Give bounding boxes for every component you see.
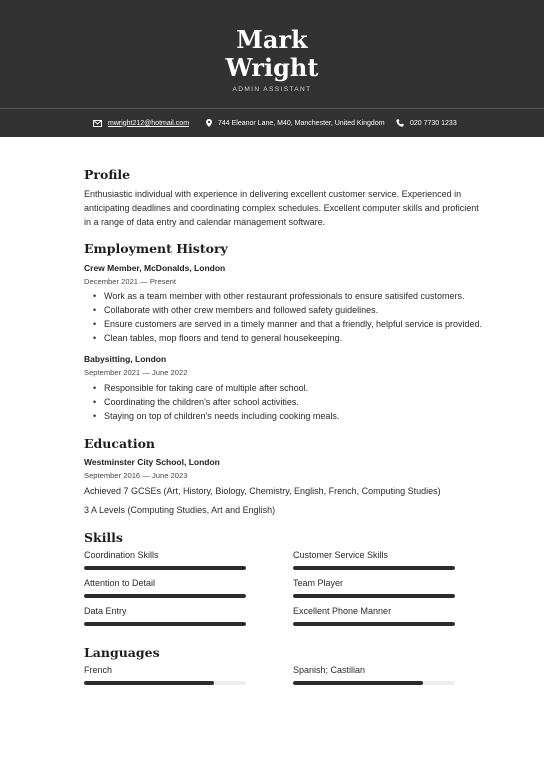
profile-line: in a range of data entry and calendar management software. [84, 217, 326, 227]
education-line: 3 A Levels (Computing Studies, Art and English) [84, 505, 276, 515]
skill-label: Data Entry [84, 606, 127, 616]
school-name: Westminster City School, London [84, 457, 220, 467]
skill-level-bar [84, 594, 246, 598]
profile-line: anticipating deadlines and coordinating complex schedules. Excellent computer skills and proficient [84, 203, 479, 213]
education-heading: Education [84, 436, 156, 451]
contact-phone [396, 117, 457, 129]
envelope-icon [93, 120, 102, 127]
skill-level-fill [293, 566, 455, 570]
profile-heading: Profile [84, 167, 131, 182]
education-dates: September 2016 — June 2023 [84, 471, 188, 480]
language-level-bar [84, 681, 246, 685]
skill-level-bar [293, 594, 455, 598]
education-line: Achieved 7 GCSEs (Art, History, Biology, Chemistry, English, French, Computing Studies) [84, 486, 441, 496]
language-label: French [84, 665, 113, 675]
first-name: Mark [236, 25, 308, 54]
skill-level-fill [293, 594, 455, 598]
language-level-bar [293, 681, 455, 685]
bullet-item: • Clean tables, mop floors and tend to general housekeeping. [92, 331, 482, 345]
skill-level-bar [293, 622, 455, 626]
skill-label: Team Player [293, 578, 344, 588]
phone-icon [396, 119, 404, 127]
employment-heading: Employment History [84, 241, 228, 256]
skill-level-fill [84, 566, 246, 570]
skill-level-bar [84, 622, 246, 626]
skill-level-fill [84, 594, 246, 598]
contact-email[interactable] [93, 117, 189, 129]
skill-label: Customer Service Skills [293, 550, 389, 560]
job-title: ADMIN ASSISTANT [232, 86, 312, 93]
bullet-item: • Ensure customers are served in a timely manner and that a friendly, helpful service is provided. [92, 317, 482, 331]
job-bullet-list [92, 289, 482, 345]
skill-label: Excellent Phone Manner [293, 606, 392, 616]
job-dates: December 2021 — Present [84, 277, 177, 286]
phone-text: 020 7730 1233 [410, 119, 457, 127]
skill-level-fill [293, 622, 455, 626]
bullet-item: • Responsible for taking care of multiple after school. [92, 381, 339, 395]
email-link[interactable]: mwright212@hotmail.com [108, 119, 190, 127]
bullet-item: • Staying on top of children's needs including cooking meals. [92, 409, 339, 423]
job-dates: September 2021 — June 2022 [84, 368, 188, 377]
header-divider [0, 108, 544, 109]
skill-level-bar [293, 566, 455, 570]
bullet-item: • Work as a team member with other restaurant professionals to ensure satisifed customers. [92, 289, 482, 303]
location-pin-icon [206, 119, 212, 127]
job-bullet-list [92, 381, 339, 423]
contact-address [206, 117, 385, 129]
job-role: Babysitting, London [84, 354, 167, 364]
skill-level-fill [84, 622, 246, 626]
skill-level-bar [84, 566, 246, 570]
last-name: Wright [225, 53, 319, 82]
skills-heading: Skills [84, 530, 123, 545]
language-level-fill [293, 681, 423, 685]
bullet-item: • Collaborate with other crew members and followed safety guidelines. [92, 303, 482, 317]
skill-label: Attention to Detail [84, 578, 156, 588]
profile-line: Enthusiastic individual with experience in delivering excellent customer service. Experienced in [84, 189, 462, 199]
bullet-item: • Coordinating the children's after school activities. [92, 395, 339, 409]
language-level-fill [84, 681, 214, 685]
language-label: Spanish; Castilian [293, 665, 366, 675]
languages-heading: Languages [84, 645, 160, 660]
skill-label: Coordination Skills [84, 550, 159, 560]
address-text: 744 Eleanor Lane, M40, Manchester, United Kingdom [218, 119, 385, 127]
job-role: Crew Member, McDonalds, London [84, 263, 226, 273]
resume-header [0, 0, 544, 137]
